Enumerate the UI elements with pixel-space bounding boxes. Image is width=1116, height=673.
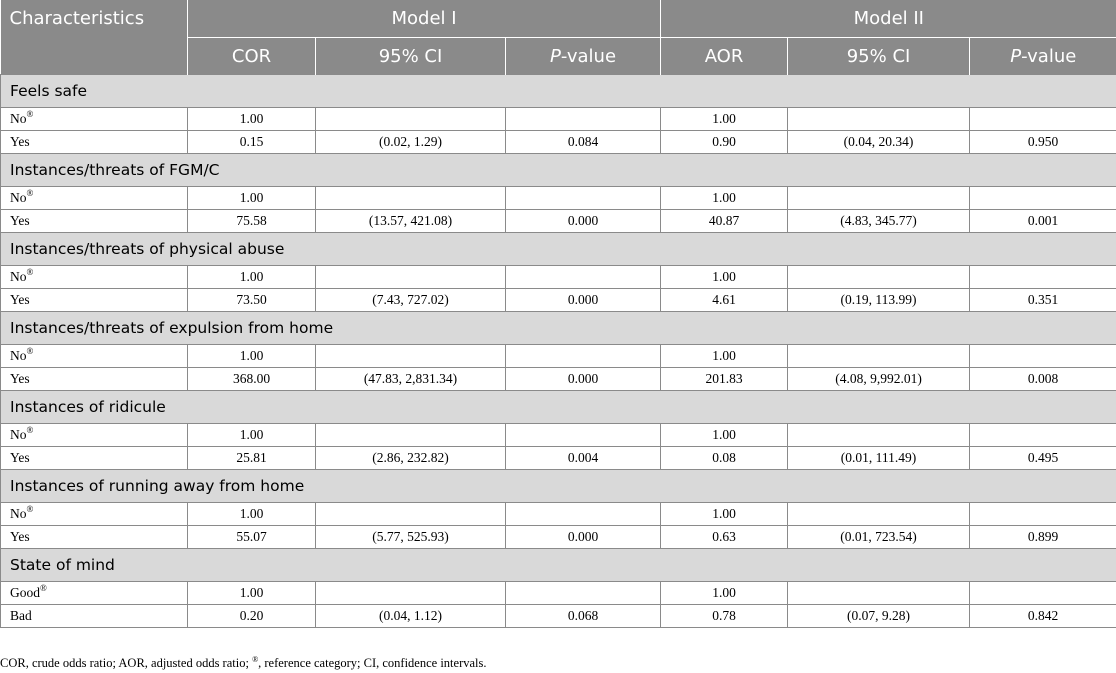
ci-model1-cell: (7.43, 727.02) [316,289,506,312]
ci-model1-cell: (2.86, 232.82) [316,447,506,470]
reference-mark: ® [26,425,34,435]
ci-model2-cell [788,187,970,210]
ci-model2-cell [788,424,970,447]
section-title: Instances of running away from home [1,470,1116,503]
row-label: Yes [10,292,30,307]
p-value-model2-cell: 0.001 [970,210,1116,233]
ci-model1-cell [316,503,506,526]
p-value-model2-cell [970,187,1116,210]
ci-model1-cell: (0.04, 1.12) [316,605,506,628]
model1-header: Model I [188,0,661,38]
row-label: No [10,348,27,363]
cor-cell: 25.81 [188,447,316,470]
ci-header-model1: 95% CI [316,38,506,75]
p-value-header-model1 [506,38,661,75]
p-value-model1-cell: 0.000 [506,289,661,312]
p-value-model2-cell [970,503,1116,526]
aor-cell: 201.83 [661,368,788,391]
row-label: Yes [10,529,30,544]
row-label-cell [1,503,188,526]
cor-cell: 1.00 [188,503,316,526]
table-row [1,108,1116,131]
footnote-text-after: , reference category; CI, confidence intervals. [258,656,487,671]
ci-header-model2: 95% CI [788,38,970,75]
cor-cell: 73.50 [188,289,316,312]
section-row [1,154,1116,187]
reference-mark: ® [26,346,34,356]
cor-cell: 75.58 [188,210,316,233]
ci-model2-cell [788,108,970,131]
cor-cell: 368.00 [188,368,316,391]
aor-cell: 1.00 [661,266,788,289]
p-value-model1-cell: 0.000 [506,210,661,233]
reference-mark: ® [26,188,34,198]
row-label-cell [1,266,188,289]
table-row [1,447,1116,470]
aor-cell: 0.90 [661,131,788,154]
aor-cell: 1.00 [661,582,788,605]
ci-model2-cell [788,503,970,526]
ci-model1-cell [316,582,506,605]
p-value-model2-cell [970,108,1116,131]
row-label-cell [1,131,188,154]
aor-cell: 0.78 [661,605,788,628]
ci-model1-cell: (5.77, 525.93) [316,526,506,549]
p-value-model2-cell: 0.008 [970,368,1116,391]
row-label: Yes [10,371,30,386]
p-value-model2-cell: 0.899 [970,526,1116,549]
p-value-model1-cell: 0.000 [506,368,661,391]
section-title: Instances/threats of physical abuse [1,233,1116,266]
row-label: Yes [10,134,30,149]
table-row [1,187,1116,210]
table-body [1,75,1116,628]
ci-model2-cell: (0.01, 111.49) [788,447,970,470]
cor-cell: 0.20 [188,605,316,628]
section-title: Feels safe [1,75,1116,108]
table-row [1,131,1116,154]
row-label-cell [1,447,188,470]
aor-cell: 0.08 [661,447,788,470]
table-row [1,210,1116,233]
aor-cell: 1.00 [661,424,788,447]
p-value-model1-cell [506,345,661,368]
row-label: Yes [10,213,30,228]
reference-mark: ® [40,583,47,593]
ci-model2-cell: (0.07, 9.28) [788,605,970,628]
row-label-cell [1,582,188,605]
row-label: No [10,190,27,205]
p-suffix: -value [560,45,617,67]
table-row [1,266,1116,289]
table-row [1,289,1116,312]
ci-model1-cell [316,424,506,447]
section-row [1,470,1116,503]
p-value-model1-cell: 0.000 [506,526,661,549]
cor-cell: 1.00 [188,108,316,131]
row-label-cell [1,345,188,368]
cor-cell: 0.15 [188,131,316,154]
cor-cell: 55.07 [188,526,316,549]
aor-cell: 0.63 [661,526,788,549]
row-label: Bad [10,608,32,623]
model2-header: Model II [661,0,1116,38]
table-row [1,368,1116,391]
ci-model1-cell [316,187,506,210]
cor-cell: 1.00 [188,582,316,605]
row-label: No [10,269,27,284]
aor-cell: 1.00 [661,108,788,131]
ci-model1-cell [316,266,506,289]
ci-model1-cell [316,345,506,368]
table-row [1,582,1116,605]
p-value-model1-cell [506,108,661,131]
row-label-cell [1,289,188,312]
table-footnote [0,655,1116,671]
section-row [1,549,1116,582]
table-row [1,503,1116,526]
section-title: Instances of ridicule [1,391,1116,424]
p-value-model2-cell: 0.351 [970,289,1116,312]
ci-model2-cell: (0.01, 723.54) [788,526,970,549]
row-label: No [10,427,27,442]
ci-model2-cell [788,345,970,368]
ci-model2-cell: (0.04, 20.34) [788,131,970,154]
ci-model2-cell: (0.19, 113.99) [788,289,970,312]
p-value-model2-cell: 0.842 [970,605,1116,628]
ci-model2-cell: (4.08, 9,992.01) [788,368,970,391]
row-label-cell [1,108,188,131]
cor-cell: 1.00 [188,424,316,447]
section-row [1,75,1116,108]
cor-cell: 1.00 [188,187,316,210]
section-row [1,391,1116,424]
p-value-model1-cell [506,266,661,289]
row-label: Good [10,585,40,600]
row-label-cell [1,526,188,549]
p-value-model2-cell [970,424,1116,447]
p-value-model1-cell [506,582,661,605]
p-value-model1-cell [506,503,661,526]
row-label-cell [1,605,188,628]
ci-model1-cell [316,108,506,131]
p-value-model2-cell: 0.950 [970,131,1116,154]
reference-mark: ® [26,109,34,119]
aor-cell: 40.87 [661,210,788,233]
aor-cell: 4.61 [661,289,788,312]
footnote-text-before: COR, crude odds ratio; AOR, adjusted odds ratio; [0,656,253,671]
ci-model2-cell [788,582,970,605]
reference-mark: ® [252,655,259,664]
aor-cell: 1.00 [661,345,788,368]
p-value-model1-cell: 0.068 [506,605,661,628]
row-label: No [10,111,27,126]
section-title: State of mind [1,549,1116,582]
p-value-model2-cell [970,582,1116,605]
p-value-model2-cell [970,266,1116,289]
row-label-cell [1,210,188,233]
row-label-cell [1,368,188,391]
row-label-cell [1,424,188,447]
p-value-model1-cell: 0.084 [506,131,661,154]
p-value-model1-cell [506,187,661,210]
row-label: Yes [10,450,30,465]
ci-model1-cell: (13.57, 421.08) [316,210,506,233]
ci-model1-cell: (47.83, 2,831.34) [316,368,506,391]
characteristics-header: Characteristics [1,0,188,75]
ci-model2-cell [788,266,970,289]
table-row [1,605,1116,628]
p-value-model1-cell [506,424,661,447]
aor-header: AOR [661,38,788,75]
table-row [1,345,1116,368]
table-row [1,526,1116,549]
cor-cell: 1.00 [188,266,316,289]
table-row [1,424,1116,447]
section-row [1,312,1116,345]
section-title: Instances/threats of expulsion from home [1,312,1116,345]
p-value-model2-cell [970,345,1116,368]
p-value-header-model2 [970,38,1116,75]
row-label: No [10,506,27,521]
cor-header: COR [188,38,316,75]
reference-mark: ® [26,504,34,514]
ci-model2-cell: (4.83, 345.77) [788,210,970,233]
cor-cell: 1.00 [188,345,316,368]
table-header [1,0,1116,75]
p-italic: P [1010,45,1022,67]
reference-mark: ® [26,267,34,277]
section-row [1,233,1116,266]
aor-cell: 1.00 [661,503,788,526]
p-value-model2-cell: 0.495 [970,447,1116,470]
p-suffix: -value [1021,45,1077,67]
ci-model1-cell: (0.02, 1.29) [316,131,506,154]
aor-cell: 1.00 [661,187,788,210]
p-value-model1-cell: 0.004 [506,447,661,470]
p-italic: P [549,45,561,67]
row-label-cell [1,187,188,210]
section-title: Instances/threats of FGM/C [1,154,1116,187]
